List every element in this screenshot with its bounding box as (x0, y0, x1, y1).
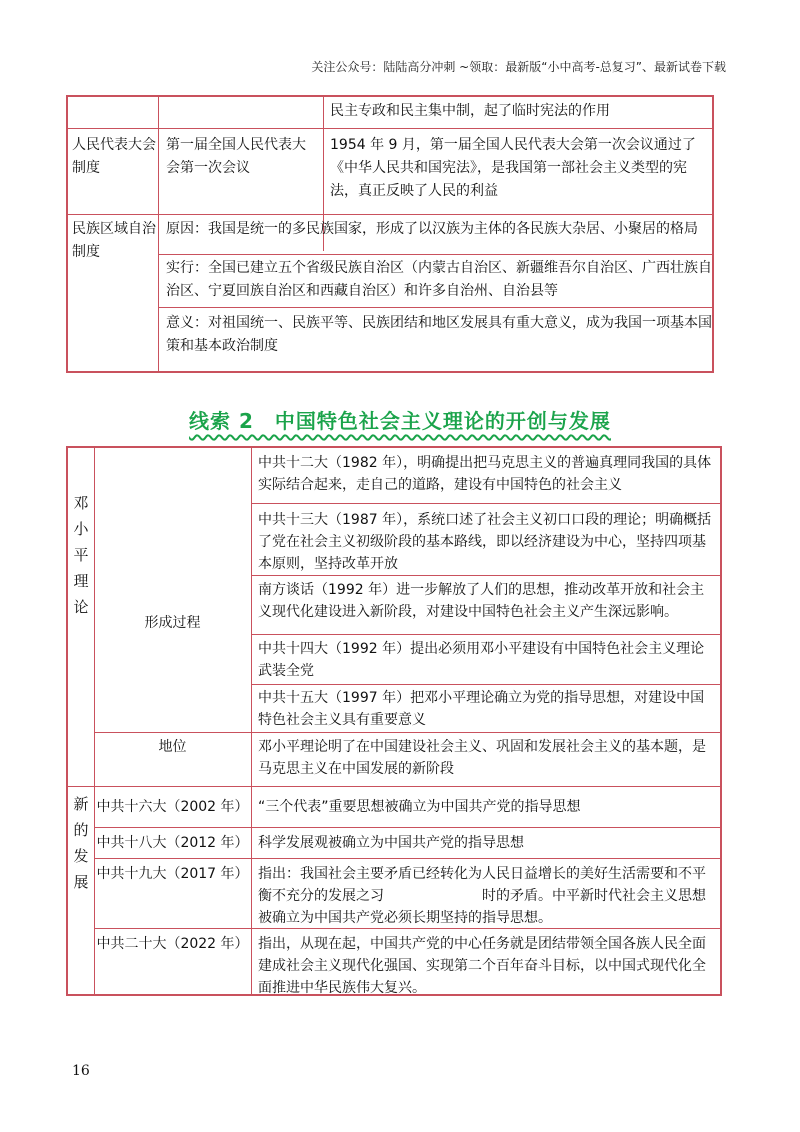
label-19th-congress: 中共十九大（2017 年） (96, 866, 249, 882)
label-18th-congress: 中共十八大（2012 年） (96, 835, 249, 851)
cell-ethnic-autonomy: 民族区域自治制度 (72, 221, 156, 260)
theory-development-table (66, 446, 722, 996)
text-20th-congress: 指出，从现在起，中国共产党的中心任务就是团结带领全国各族人民全面建成社会主义现代化强国、实现第二个百年奋斗目标，以中国式现代化全面推进中华民族伟大复兴。 (258, 936, 706, 996)
status-text: 邓小平理论明了在中国建设社会主义、巩固和发展社会主义的基本题，是马克思主义在中国发展的新阶段 (258, 739, 706, 777)
formation-14th-congress: 中共十四大（1992 年）提出必须用邓小平建设有中国特色社会主义理论武装全党 (258, 641, 705, 679)
label-deng-theory: 邓小平理论 (73, 494, 89, 616)
cell-previous-content: 民主专政和民主集中制，起了临时宪法的作用 (330, 103, 610, 119)
text-16th-congress: “三个代表”重要思想被确立为中国共产党的指导思想 (258, 799, 581, 815)
label-new-development: 新的发展 (73, 795, 89, 891)
page-header: 关注公众号：陆陆高分冲刺 ~领取：最新版“小中高考-总复习”、最新试卷下载 (311, 60, 726, 74)
label-formation-process: 形成过程 (144, 615, 201, 631)
cell-first-npc: 第一届全国人民代表大会第一次会议 (166, 137, 306, 176)
label-16th-congress: 中共十六大（2002 年） (96, 799, 249, 815)
cell-autonomy-reason: 原因：我国是统一的多民族国家，形成了以汉族为主体的各民族大杂居、小聚居的格局 (166, 221, 698, 237)
text-18th-congress: 科学发展观被确立为中国共产党的指导思想 (258, 835, 524, 851)
cell-npc-system: 人民代表大会制度 (72, 137, 156, 176)
formation-12th-congress: 中共十二大（1982 年），明确提出把马克思主义的普遍真理同我国的具体实际结合起来，走自己的道路，建设有中国特色的社会主义 (258, 455, 712, 493)
formation-southern-talks: 南方谈话（1992 年）进一步解放了人们的思想，推动改革开放和社会主义现代化建设进入新阶段，对建设中国特色社会主义产生深远影响。 (258, 582, 705, 620)
page-number: 16 (72, 1063, 90, 1079)
label-20th-congress: 中共二十大（2022 年） (96, 936, 249, 952)
formation-15th-congress: 中共十五大（1997 年）把邓小平理论确立为党的指导思想，对建设中国特色社会主义具有重要意义 (258, 690, 705, 728)
cell-autonomy-meaning: 意义：对祖国统一、民族平等、民族团结和地区发展具有重大意义，成为我国一项基本国策和基本政治制度 (166, 315, 712, 354)
text-19th-congress: 指出：我国社会主要矛盾已经转化为人民日益增长的美好生活需要和不平衡不充分的发展之习 时的矛盾。中平新时代社会主义思想被确立为中国共产党必须长期坚持的指导思想。 (258, 866, 706, 926)
cell-1954-constitution: 1954 年 9 月，第一届全国人民代表大会第一次会议通过了《中华人民共和国宪法》，是我国第一部社会主义类型的宪法，真正反映了人民的利益 (330, 137, 696, 199)
formation-13th-congress: 中共十三大（1987 年），系统口述了社会主义初口口段的理论；明确概括了党在社会主义初级阶段的基本路线，即以经济建设为中心，坚持四项基本原则，坚持改革开放 (258, 512, 712, 572)
political-system-table (66, 95, 714, 373)
section-title: 线索 2 中国特色社会主义理论的开创与发展 (189, 409, 611, 433)
label-status: 地位 (158, 739, 187, 755)
cell-autonomy-practice: 实行：全国已建立五个省级民族自治区（内蒙古自治区、新疆维吾尔自治区、广西壮族自治区、宁夏回族自治区和西藏自治区）和许多自治州、自治县等 (166, 260, 712, 299)
